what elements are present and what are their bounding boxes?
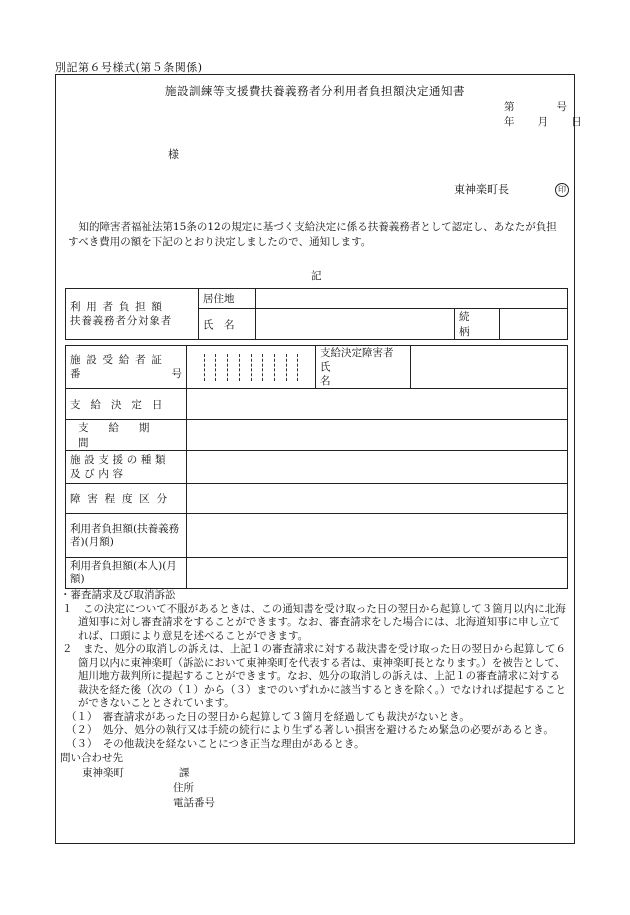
seal-mark: 印 [555, 183, 569, 197]
user-charge-value [187, 558, 568, 589]
notes-item-2: ２ また、処分の取消しの訴えは、上記１の審査請求に対する裁決書を受け取った日の翌日から起算して６箇月以内に東神楽町（訴訟において東神楽町を代表する者は、東神楽町長となります。）を被告として、旭川地方裁判所に提起することができます。なお、処分の取消しの訴えは、上記１の審査請求に対する裁決を経た後（次の（１）から（３）までのいずれかに該当するときを除く。）でなければ提起することができないこととされています。 [62, 643, 567, 709]
address-label: 居住地 [199, 289, 256, 309]
document-number: 第 号 [504, 101, 567, 113]
decision-date-value [187, 389, 568, 420]
notes-item-1: １ この決定について不服があるときは、この通知書を受け取った日の翌日から起算して３箇月以内に北海道知事に対し審査請求をすることができます。なお、審査請求をした場合には、北海道知事に申し立てれば、口頭により意見を述べることができます。 [62, 602, 566, 642]
cert-label-line1: 施設受給者証 [70, 354, 168, 366]
contact-address: 住所 [173, 782, 194, 794]
decision-date-label: 支給決定日 [66, 389, 187, 420]
subject-label-line2: 扶養義務者分対象者 [70, 315, 173, 327]
contact-section: 課 [179, 767, 190, 779]
decided-label-line2: 氏 名 [320, 361, 392, 387]
appeal-notes [56, 589, 568, 751]
contact-phone: 電話番号 [173, 797, 215, 809]
name-value [256, 309, 455, 340]
issuer-name: 東神楽町長 [454, 183, 509, 196]
certificate-number-boxes [187, 346, 316, 389]
relation-value [500, 309, 568, 340]
notes-sub-1: （１） 審査請求があった日の翌日から起算して３箇月を経過しても裁決がないとき。 [66, 710, 470, 723]
decided-person-value [411, 346, 568, 389]
recipient-honorific: 様 [168, 148, 179, 161]
guardian-charge-value [187, 514, 568, 558]
subject-label-line1: 利用者負担額 [70, 301, 168, 313]
service-type-value [187, 451, 568, 484]
decided-person-label [316, 346, 411, 389]
contact-town: 東神楽町 [82, 767, 124, 779]
payment-period-value [187, 420, 568, 451]
decided-label-line1: 支給決定障害者 [320, 347, 394, 359]
issuer [454, 181, 569, 197]
relation-label: 続 柄 [455, 309, 500, 340]
name-label: 氏 名 [199, 309, 256, 340]
form-number-label: 別記第６号様式(第５条関係) [55, 61, 203, 74]
certificate-number-label [66, 346, 187, 389]
payment-period-label: 支給期間 [66, 420, 187, 451]
notice-frame [55, 74, 588, 844]
ki-heading: 記 [311, 270, 322, 282]
disability-level-value [187, 484, 568, 514]
cert-label-line2: 番号 [70, 368, 182, 380]
decision-table [65, 345, 568, 589]
document-title: 施設訓練等支援費扶養義務者分利用者負担額決定通知書 [165, 84, 465, 98]
document-date: 年 月 日 [504, 116, 588, 128]
notes-sub-2: （２） 処分、処分の執行又は手続の続行により生ずる著しい損害を避けるため緊急の必要があるとき。 [66, 724, 554, 736]
contact-heading: 問い合わせ先 [60, 752, 123, 764]
address-value [256, 289, 568, 309]
subject-table [65, 288, 568, 340]
subject-label-cell [66, 289, 199, 340]
notes-sub-3: （３） その他裁決を経ないことにつき正当な理由があるとき。 [66, 737, 365, 750]
user-charge-label: 利用者負担額(本人)(月額) [66, 558, 187, 589]
disability-level-label: 障害程度区分 [66, 484, 187, 514]
guardian-charge-label: 利用者負担額(扶養義務者)(月額) [66, 514, 187, 558]
service-type-label: 施設支援の種類及び内容 [66, 451, 187, 484]
notes-heading: ・審査請求及び取消訴訟 [60, 589, 176, 601]
notice-body: 知的障害者福祉法第15条の12の規定に基づく支給決定に係る扶養義務者として認定し、あなたが負担すべき費用の額を下記のとおり決定しましたので、通知します。 [68, 221, 557, 248]
